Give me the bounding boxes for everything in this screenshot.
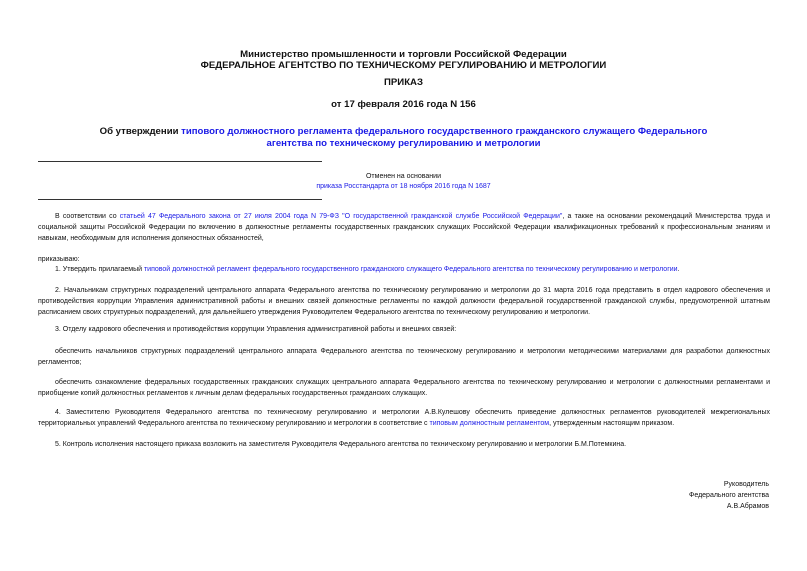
- ministry-name: Министерство промышленности и торговли Российской Федерации: [240, 49, 567, 60]
- item-1: [38, 265, 770, 276]
- item-3b: обеспечить ознакомление федеральных государственных гражданских служащих центрального аппарата Федерального агентства по техническому регулированию и метрологии с должностными регламентами и приобщение копий должностных регламентов к личным делам федеральных государственных гражданских служащих.: [38, 379, 770, 397]
- item-4-before: 4. Заместителю Руководителя Федерального агентства по техническому регулированию и метрологии А.В.Кулешову обеспечить приведение должностных регламентов руководителей межрегиональных территориальных управлений Федерального агентства по техническому регулированию и метрологии в соответствие с: [38, 409, 770, 427]
- doc-subject: [90, 126, 717, 150]
- item-4: [38, 408, 770, 430]
- agency-name: ФЕДЕРАЛЬНОЕ АГЕНТСТВО ПО ТЕХНИЧЕСКОМУ РЕГУЛИРОВАНИЮ И МЕТРОЛОГИИ: [200, 60, 607, 71]
- divider-bottom: [38, 199, 322, 200]
- preamble-after: , а также на основании рекомендаций Министерства труда и социальной защиты Российской Федерации по включению в должностные регламенты государственных гражданских служащих Российской Федерации квалификационных требований к профессиональным знаниям и навыкам, необходимым для исполнения должностных обязанностей,: [38, 213, 770, 242]
- item-1-link[interactable]: типовой должностной регламент федерального государственного гражданского служащего Федерального агентства по техническому регулированию и метрологии: [143, 266, 678, 273]
- order-word: приказываю:: [38, 256, 80, 263]
- signature-name: А.В.Абрамов: [726, 503, 769, 510]
- subject-prefix: Об утверждении: [99, 126, 182, 137]
- doc-date-number: от 17 февраля 2016 года N 156: [331, 99, 476, 110]
- item-2: 2. Начальникам структурных подразделений центрального аппарата Федерального агентства по техническому регулированию и метрологии до 31 марта 2016 года представить в отдел кадрового обеспечения и противодействия коррупции Управления административной работы и внешних связей должностные регламенты по каждой должности федеральной государственной гражданской службы, предусмотренной штатным расписанием своих структурных подразделений, для дальнейшего утверждения Руководителем Федерального агентства по техническому регулированию и метрологии.: [38, 287, 770, 316]
- cancellation-note: Отменен на основании: [365, 173, 441, 180]
- item-4-link[interactable]: типовым должностным регламентом: [429, 419, 550, 427]
- item-5: 5. Контроль исполнения настоящего приказа возложить на заместителя Руководителя Федерального агентства по техническому регулированию и метрологии Б.М.Потемкина.: [55, 441, 627, 448]
- preamble-before: В соответствии со: [55, 213, 120, 220]
- item-3a: обеспечить начальников структурных подразделений центрального аппарата Федерального агентства по техническому регулированию и метрологии методическими материалами для разработки должностных регламентов;: [38, 348, 770, 366]
- divider-top: [38, 161, 322, 162]
- item-1-after: .: [677, 266, 680, 273]
- cancellation-link[interactable]: приказа Росстандарта от 18 ноября 2016 года N 1687: [316, 183, 491, 190]
- doc-type: ПРИКАЗ: [384, 77, 423, 88]
- signature-title: Руководитель: [723, 481, 769, 488]
- item-3: 3. Отделу кадрового обеспечения и противодействия коррупции Управления административной работы и внешних связей:: [55, 326, 457, 333]
- item-1-before: 1. Утвердить прилагаемый: [55, 266, 144, 273]
- item-4-after: , утвержденным настоящим приказом.: [549, 419, 675, 427]
- signature-org: Федерального агентства: [689, 492, 769, 499]
- preamble: [38, 212, 770, 245]
- subject-link[interactable]: типового должностного регламента федерального государственного гражданского служащего Федерального агентства по техническому регулированию и метрологии: [181, 126, 708, 149]
- preamble-law-link[interactable]: статьей 47 Федерального закона от 27 июля 2004 года N 79-ФЗ "О государственной гражданской службе Российской Федерации": [119, 213, 563, 220]
